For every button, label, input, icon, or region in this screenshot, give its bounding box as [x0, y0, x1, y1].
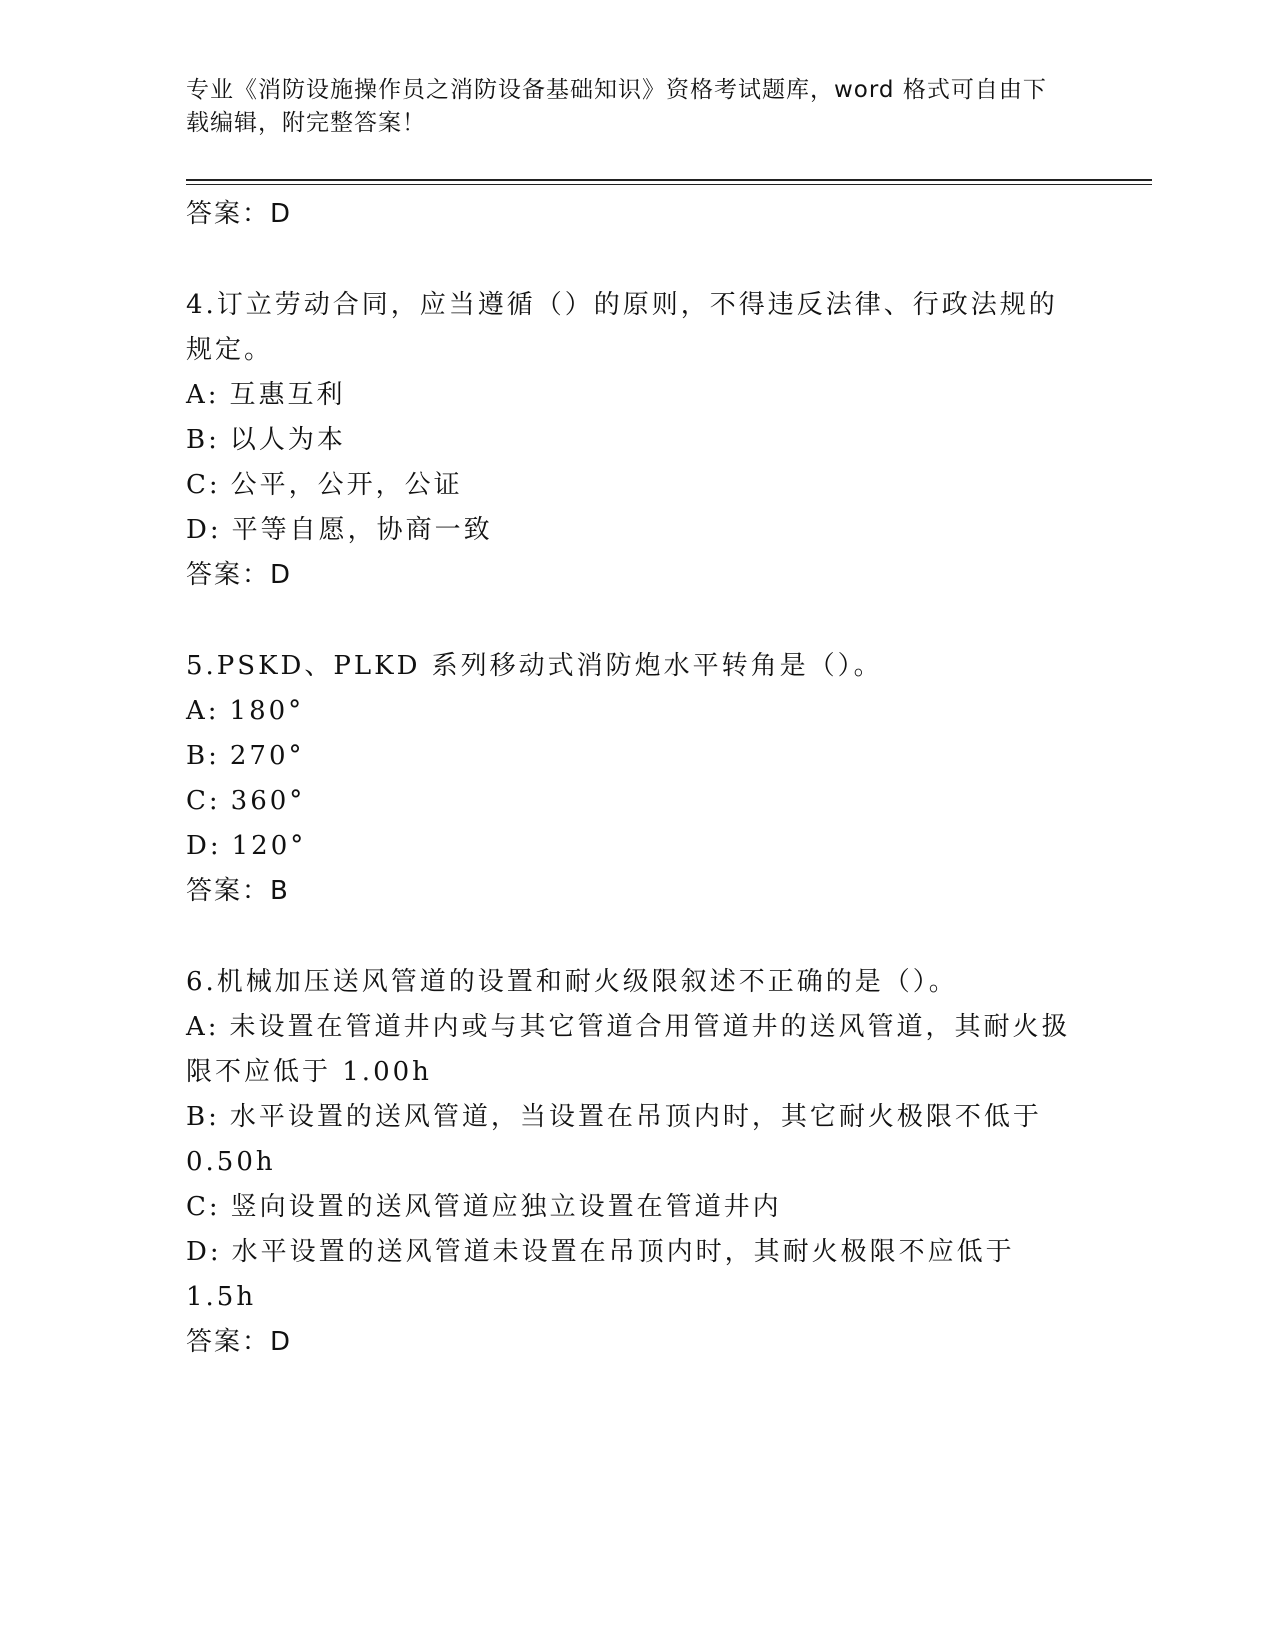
- answer-line: [186, 869, 1086, 914]
- option-line: [186, 1140, 1086, 1185]
- option-key: A:: [186, 1012, 220, 1042]
- question-block: [186, 960, 1086, 1365]
- question-stem-line: 规定。: [186, 335, 274, 365]
- answer-value: D: [270, 199, 293, 229]
- option-key: A:: [186, 696, 220, 726]
- document-header: [186, 74, 1066, 140]
- option-key: C:: [186, 1192, 221, 1222]
- option-line: [186, 1185, 1086, 1230]
- option-text: 限不应低于 1.00h: [186, 1057, 432, 1087]
- option-text: 180°: [229, 696, 305, 726]
- option-text: 互惠互利: [229, 380, 346, 410]
- option-line: [186, 824, 1086, 869]
- option-line: [186, 734, 1086, 779]
- option-key: A:: [186, 380, 220, 410]
- question-list: [186, 283, 1086, 1365]
- header-rule-thick: [186, 179, 1152, 181]
- question-stem-line: 5.PSKD、PLKD 系列移动式消防炮水平转角是（）。: [186, 651, 883, 681]
- option-text: 公平，公开，公证: [230, 470, 463, 500]
- question-block: [186, 283, 1086, 598]
- option-line: [186, 463, 1086, 508]
- option-key: B:: [186, 1102, 220, 1132]
- option-key: D:: [186, 831, 222, 861]
- answer-line: [186, 553, 1086, 598]
- option-text: 360°: [230, 786, 306, 816]
- answer-value: B: [270, 876, 290, 906]
- option-text: 竖向设置的送风管道应独立设置在管道井内: [230, 1192, 782, 1222]
- option-key: D:: [186, 1237, 222, 1267]
- option-text: 平等自愿，协商一致: [231, 515, 493, 545]
- option-line: [186, 373, 1086, 418]
- option-text: 水平设置的送风管道未设置在吊顶内时，其耐火极限不应低于 1.5h: [186, 1237, 1015, 1312]
- header-rule-thin: [186, 184, 1152, 185]
- option-text: 270°: [229, 741, 305, 771]
- option-line: [186, 508, 1086, 553]
- option-line: [186, 1050, 1086, 1095]
- option-line: [186, 689, 1086, 734]
- answer-line: [186, 1320, 1086, 1365]
- answer-value: D: [270, 1327, 293, 1357]
- option-text: 水平设置的送风管道，当设置在吊顶内时，其它耐火极限不低于: [229, 1102, 1042, 1132]
- answer-value: D: [270, 560, 293, 590]
- option-key: D:: [186, 515, 222, 545]
- option-line: [186, 1230, 1086, 1320]
- option-line: [186, 779, 1086, 824]
- answer-label: 答案：: [186, 560, 271, 590]
- answer-label: 答案：: [186, 199, 271, 229]
- header-line-2: 载编辑，附完整答案！: [186, 110, 426, 136]
- option-key: B:: [186, 741, 220, 771]
- question-block: [186, 644, 1086, 914]
- option-line: [186, 1005, 1086, 1050]
- option-key: C:: [186, 470, 221, 500]
- question-stem-line: 6.机械加压送风管道的设置和耐火级限叙述不正确的是（）。: [186, 967, 958, 997]
- option-text: 120°: [231, 831, 307, 861]
- option-line: [186, 418, 1086, 463]
- question-content: [186, 192, 1086, 1365]
- answer-label: 答案：: [186, 1327, 271, 1357]
- header-line-1: 专业《消防设施操作员之消防设备基础知识》资格考试题库，word 格式可自由下: [186, 77, 1047, 103]
- option-line: [186, 1095, 1086, 1140]
- question-stem-line: 4.订立劳动合同，应当遵循（）的原则，不得违反法律、行政法规的: [186, 290, 1058, 320]
- option-text: 以人为本: [229, 425, 346, 455]
- option-text: 未设置在管道井内或与其它管道合用管道井的送风管道，其耐火扱: [229, 1012, 1071, 1042]
- option-key: C:: [186, 786, 221, 816]
- option-key: B:: [186, 425, 220, 455]
- answer-label: 答案：: [186, 876, 271, 906]
- option-text: 0.50h: [186, 1147, 276, 1177]
- answer-line: [186, 192, 1086, 237]
